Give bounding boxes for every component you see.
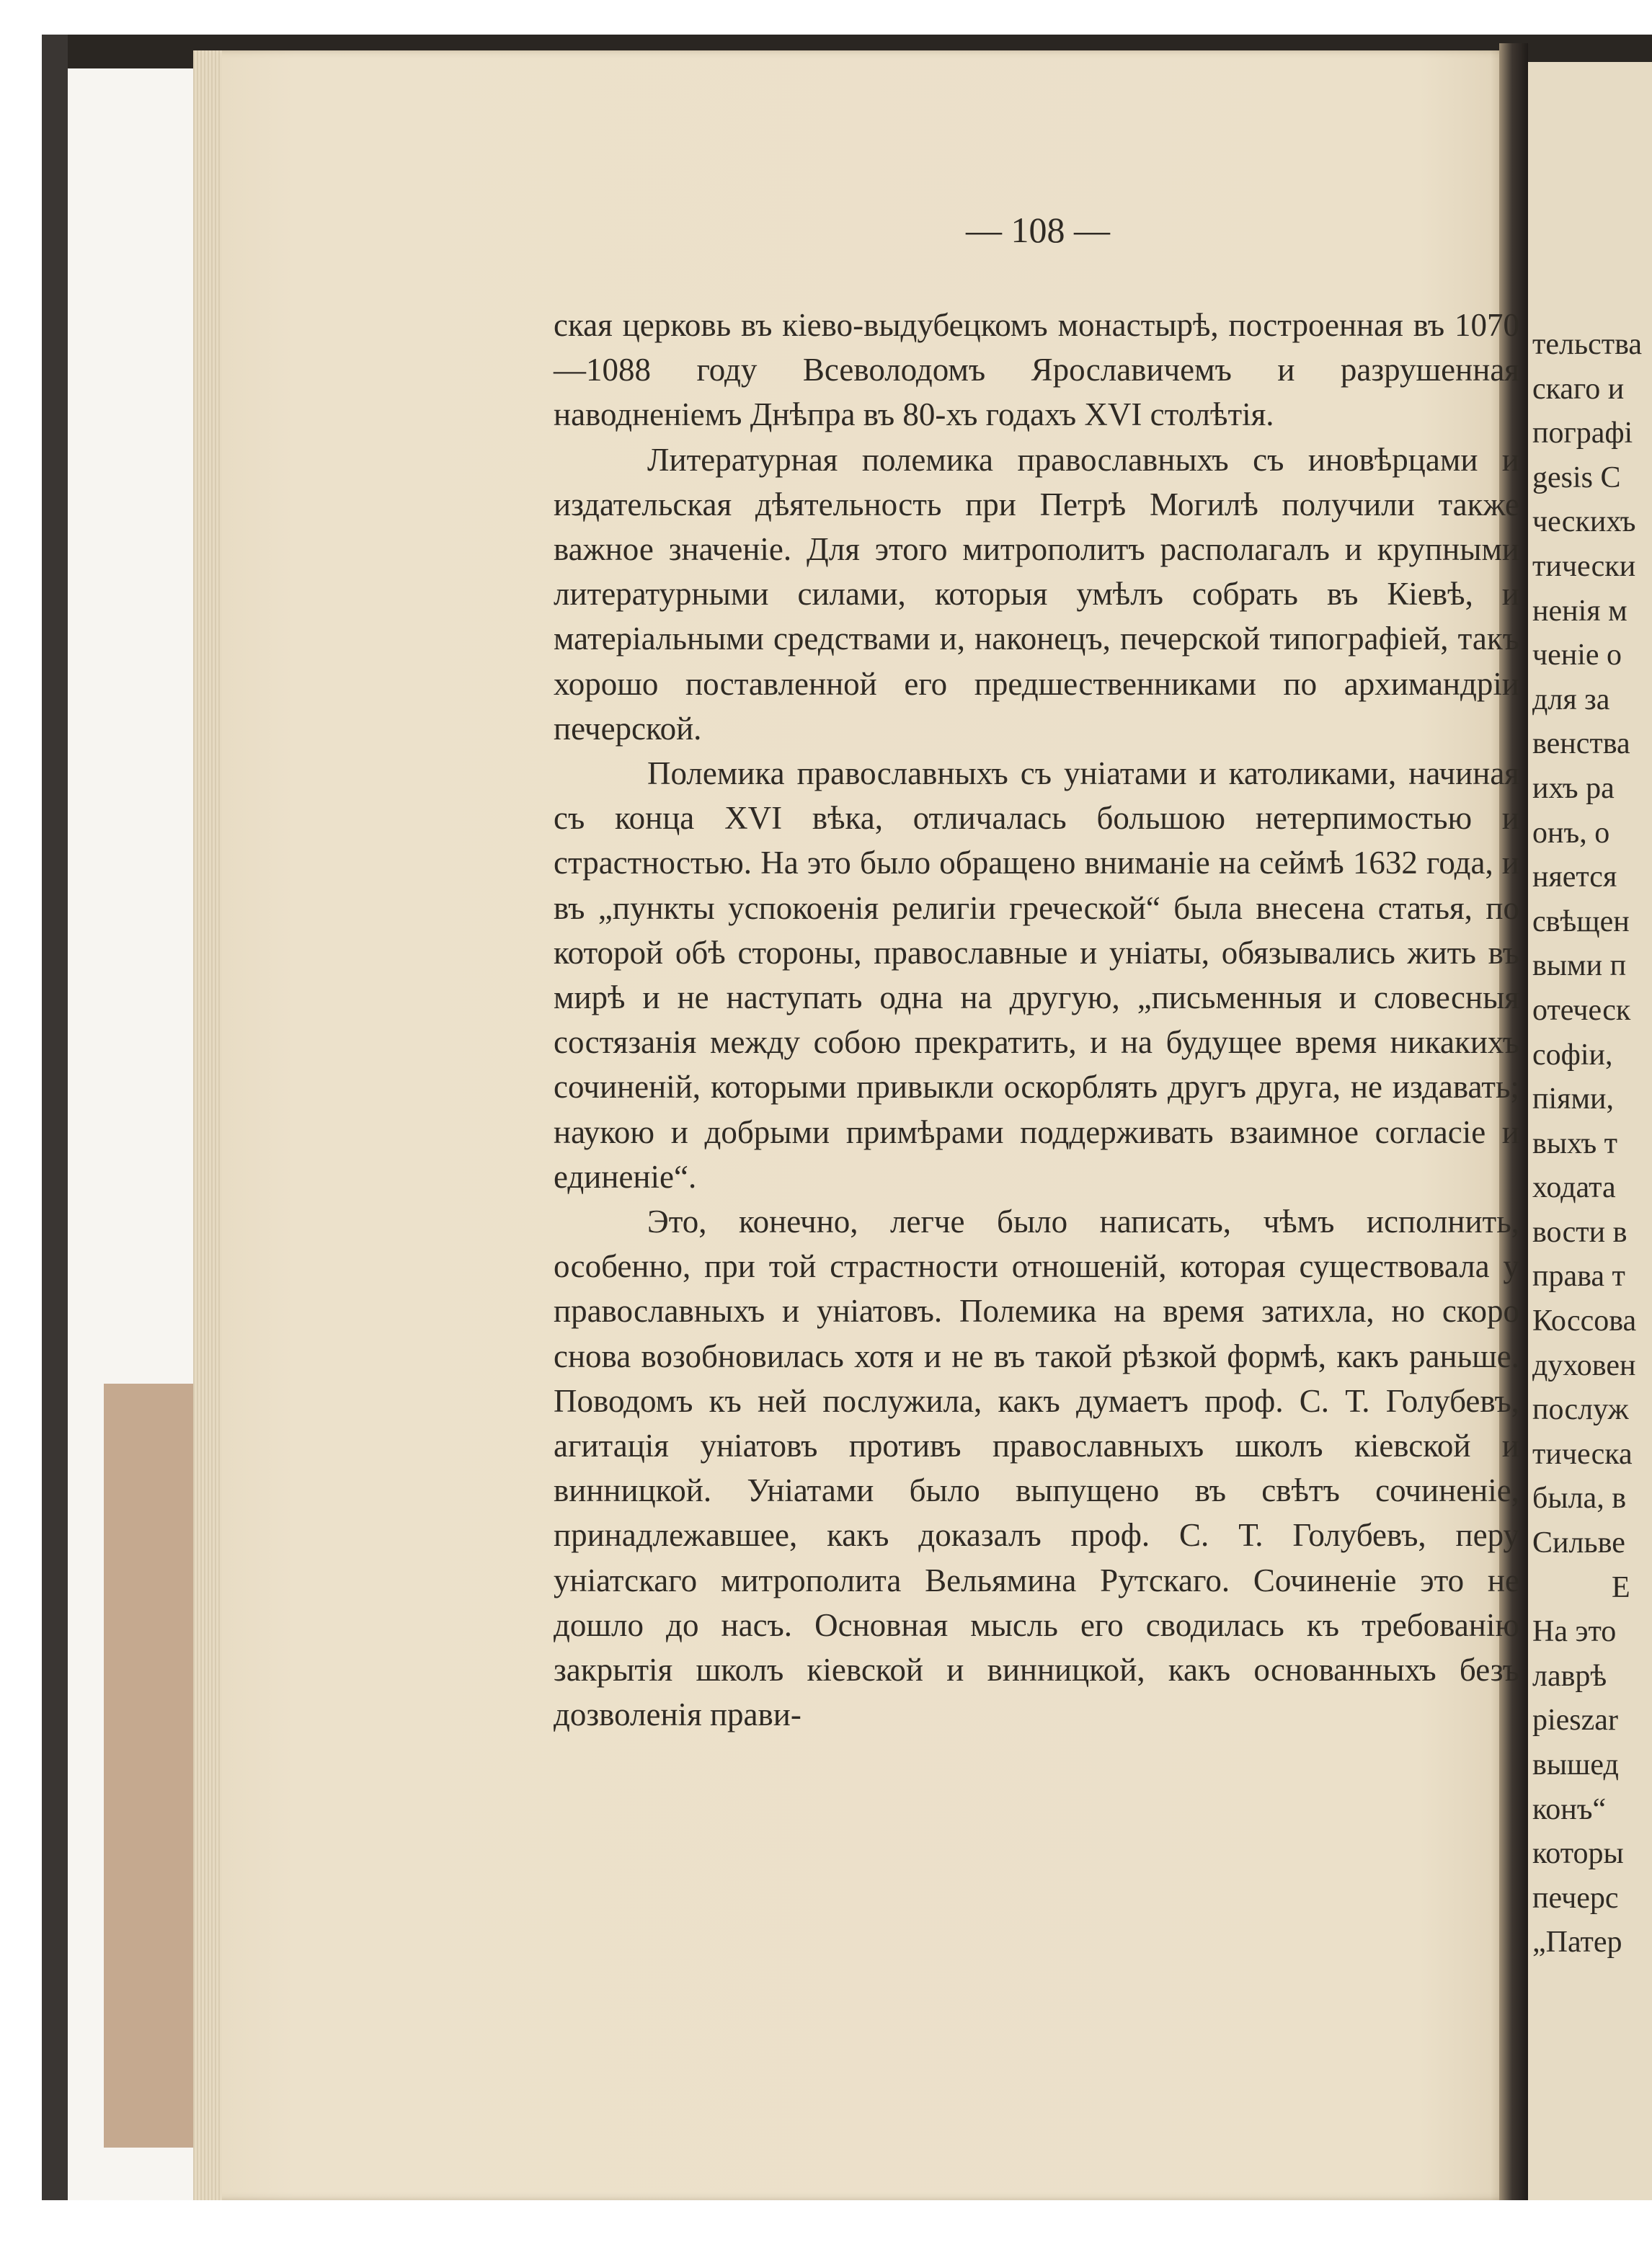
facing-page-line: права т: [1532, 1260, 1625, 1294]
facing-page-line: вости в: [1532, 1215, 1627, 1249]
facing-page-line: скаго и: [1532, 372, 1625, 406]
facing-page-line: послуж: [1532, 1393, 1629, 1427]
paragraph: ская церковь въ кіево-выдубецкомъ монастырѣ, построенная въ 1070—1088 году Всеволодомъ Ярославичемъ и разрушенная наводненіемъ Днѣпра въ 80-хъ годахъ XVI столѣтія.: [554, 307, 1519, 433]
facing-page-line: піями,: [1532, 1082, 1615, 1116]
facing-page-line: печерс: [1532, 1881, 1619, 1915]
facing-page-line: тическа: [1532, 1437, 1633, 1471]
page-stack-edge: [193, 50, 222, 2200]
facing-page-line: Сильве: [1532, 1526, 1625, 1560]
facing-page-line: онъ, о: [1532, 816, 1610, 850]
paragraph: Полемика православныхъ съ уніатами и католиками, начиная съ конца XVI вѣка, отличалась большою нетерпимостью и страстностью. На это было обращено вниманіе на сеймѣ 1632 года, и въ „пункты успокоенія религіи греческой“ была внесена статья, по которой обѣ стороны, православные и уніаты, обязывались жить въ мирѣ и не наступать одна на другую, „письменныя и словесныя состязанія между собою прекратить, и на будущее время никакихъ сочиненій, которыми привыкли оскорблять другъ друга, не издавать; наукою и добрыми примѣрами поддерживать взаимное согласіе и единеніе“.: [554, 755, 1519, 1195]
facing-page-line: лаврѣ: [1532, 1659, 1607, 1693]
facing-page-line: няется: [1532, 860, 1617, 894]
facing-page-line: софіи,: [1532, 1038, 1613, 1072]
facing-page-line: Коссова: [1532, 1304, 1637, 1338]
facing-page-line: „Патер: [1532, 1926, 1622, 1959]
facing-page-line: ческихъ: [1532, 505, 1636, 539]
facing-page-line: пографі: [1532, 417, 1633, 450]
tan-insert: [104, 1384, 195, 2148]
page-number: — 108 —: [966, 210, 1110, 250]
facing-page-text: [1532, 323, 1652, 1965]
facing-page-line: выхъ т: [1532, 1126, 1618, 1160]
paragraph: Это, конечно, легче было написать, чѣмъ исполнить, особенно, при той страстности отношеній, которая существовала у православныхъ и уніатовъ. Полемика на время затихла, но скоро снова возобновилась хотя и не въ такой рѣзкой формѣ, какъ раньше. Поводомъ къ ней послужила, какъ думаетъ проф. С. Т. Голубевъ, агитація уніатовъ противъ православныхъ школъ кіевской и винницкой. Уніатами было выпущено въ свѣтъ сочиненіе, принадлежавшее, какъ доказалъ проф. С. Т. Голубевъ, перу уніатскаго митрополита Вельямина Рутскаго. Сочиненіе это не дошло до насъ. Основная мысль его сводилась къ требованію закрытія школъ кіевской и винницкой, какъ основанныхъ безъ дозволенія прави-: [554, 1204, 1519, 1733]
facing-page-line: вышед: [1532, 1748, 1619, 1781]
facing-page-line: духовен: [1532, 1348, 1636, 1382]
facing-page-line: выми п: [1532, 949, 1627, 983]
facing-page-line: ходата: [1532, 1171, 1616, 1205]
page-body-text: [554, 303, 1519, 1738]
facing-page-line: конъ“: [1532, 1792, 1607, 1826]
facing-page-line: отеческ: [1532, 993, 1631, 1027]
facing-page-line: ихъ ра: [1532, 771, 1615, 805]
facing-page-line: была, в: [1532, 1482, 1627, 1516]
facing-page-line: венства: [1532, 727, 1630, 761]
facing-page-line: ненія м: [1532, 594, 1627, 628]
facing-page-line: тельства: [1532, 328, 1643, 361]
facing-page-line: На это: [1532, 1615, 1617, 1649]
facing-page-line: ченіе о: [1532, 639, 1622, 672]
facing-page-line: тически: [1532, 549, 1636, 583]
paragraph: Литературная полемика православныхъ съ иновѣрцами и издательская дѣятельность при Петрѣ Могилѣ получили также важное значеніе. Для этого митрополитъ располагалъ и крупными литературными силами, которыя умѣлъ собрать въ Кіевѣ, и матеріальными средствами и, наконецъ, печерской типографіей, такъ хорошо поставленной его предшественниками по архимандріи печерской.: [554, 441, 1519, 747]
facing-page-line: Е: [1612, 1570, 1630, 1604]
facing-page-line: gesis C: [1532, 461, 1621, 494]
facing-page-line: pieszar: [1532, 1704, 1618, 1738]
scanner-edge: [42, 35, 68, 2200]
facing-page-line: которы: [1532, 1837, 1624, 1871]
facing-page-line: для за: [1532, 682, 1610, 716]
facing-page-line: свѣщен: [1532, 904, 1630, 938]
